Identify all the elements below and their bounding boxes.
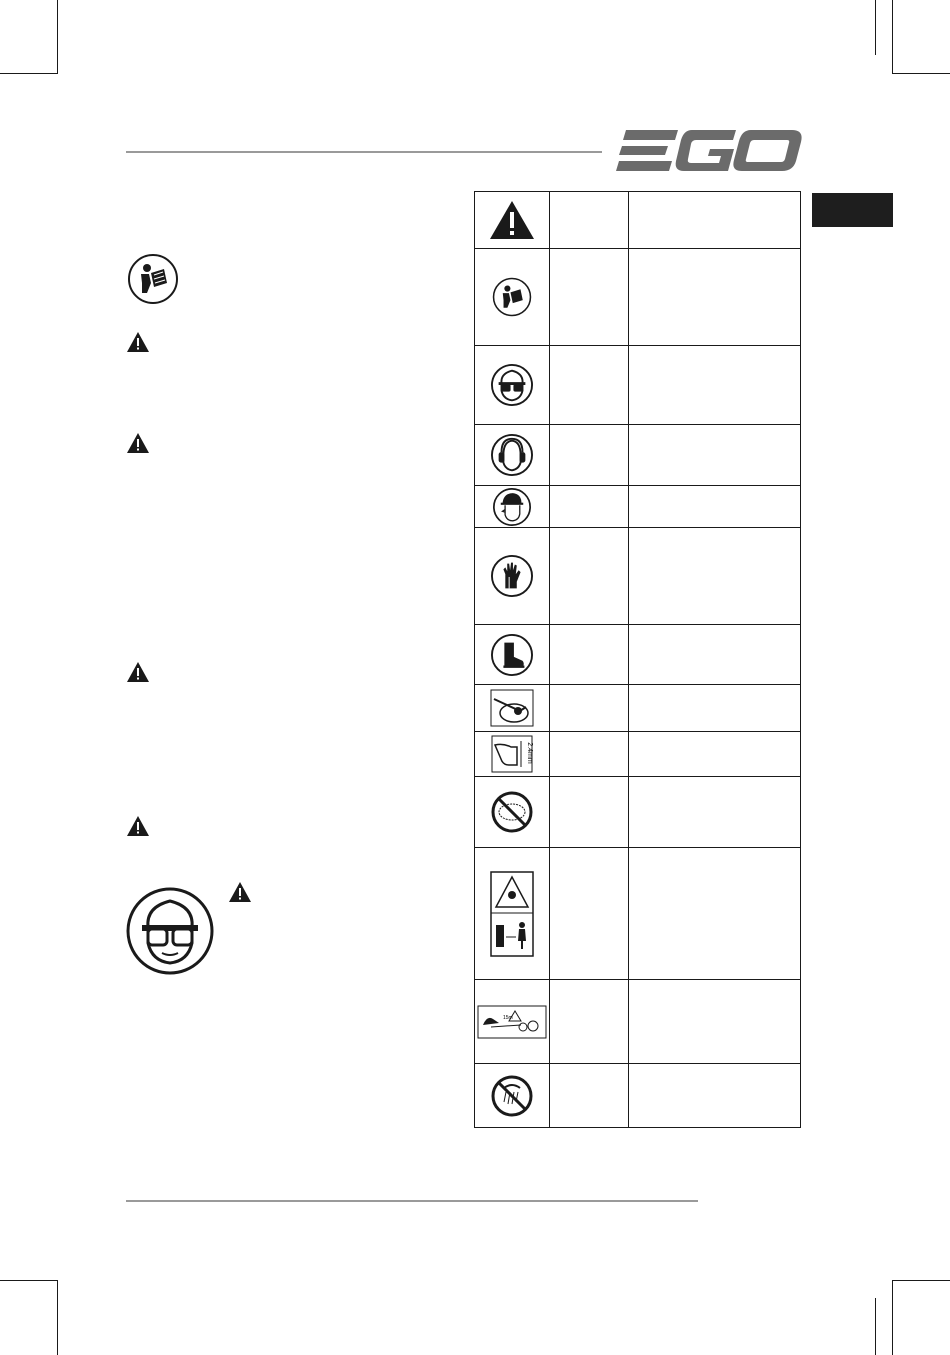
table-row: [475, 848, 801, 980]
symbol-description: [629, 192, 801, 249]
warning-triangle-icon: [126, 331, 150, 353]
symbol-description: [629, 1064, 801, 1128]
symbol-name: [550, 192, 629, 249]
crop-mark: [892, 1280, 893, 1355]
no-blade-icon: [490, 790, 534, 834]
head-protection-icon: [493, 488, 531, 526]
symbol-name: [550, 777, 629, 848]
thrown-objects-distance-icon: [490, 871, 534, 957]
symbol-description: [629, 425, 801, 486]
eye-protection-icon: [491, 364, 533, 406]
hearing-protection-icon: [491, 434, 533, 476]
table-row: [475, 685, 801, 732]
symbol-description: [629, 346, 801, 425]
symbol-description: [629, 685, 801, 732]
warning-triangle-icon: [126, 815, 150, 837]
table-row: [475, 486, 801, 528]
symbol-description: [629, 732, 801, 777]
symbol-name: [550, 848, 629, 980]
symbol-name: [550, 528, 629, 625]
crop-mark: [875, 0, 876, 55]
footer-rule: [126, 1200, 698, 1202]
warning-triangle-icon: [228, 881, 252, 903]
safety-alert-icon: [489, 199, 535, 241]
line-diameter-icon: [491, 735, 533, 773]
symbol-name: [550, 486, 629, 528]
symbol-description: [629, 848, 801, 980]
crop-mark: [57, 0, 58, 74]
symbol-name: [550, 685, 629, 732]
symbol-description: [629, 528, 801, 625]
symbol-name: [550, 980, 629, 1064]
table-row: [475, 528, 801, 625]
read-manual-icon: [127, 253, 179, 305]
header-rule: [126, 151, 602, 153]
table-row: [475, 777, 801, 848]
crop-mark: [0, 1280, 58, 1281]
symbol-description: [629, 249, 801, 346]
warning-triangle-icon: [126, 661, 150, 683]
symbol-description: [629, 625, 801, 685]
symbol-description: [629, 980, 801, 1064]
table-row: [475, 1064, 801, 1128]
crop-mark: [875, 1298, 876, 1355]
symbol-name: [550, 1064, 629, 1128]
table-row: [475, 425, 801, 486]
symbol-name: [550, 732, 629, 777]
symbol-description: [629, 777, 801, 848]
safety-glasses-icon: [126, 887, 214, 975]
symbol-name: [550, 249, 629, 346]
language-tab: [812, 193, 893, 227]
rotation-icon: [490, 689, 534, 727]
read-manual-icon: [492, 277, 532, 317]
distance-label: 15m: [503, 1014, 513, 1021]
table-row: [475, 732, 801, 777]
crop-mark: [892, 0, 893, 74]
table-row: [475, 346, 801, 425]
table-row: [475, 249, 801, 346]
symbol-description: [629, 486, 801, 528]
warning-triangle-icon: [126, 432, 150, 454]
no-rain-icon: [490, 1074, 534, 1118]
crop-mark: [0, 73, 58, 74]
keep-distance-icon: [477, 1005, 547, 1039]
table-row: [475, 192, 801, 249]
line-diameter-label: 2.4mm: [526, 742, 533, 764]
symbol-name: [550, 425, 629, 486]
table-row: [475, 980, 801, 1064]
symbol-name: [550, 346, 629, 425]
ego-logo: [616, 128, 802, 174]
boots-icon: [491, 634, 533, 676]
crop-mark: [892, 73, 950, 74]
crop-mark: [892, 1280, 950, 1281]
table-row: [475, 625, 801, 685]
crop-mark: [57, 1280, 58, 1355]
symbol-table: [474, 191, 801, 1128]
gloves-icon: [491, 555, 533, 597]
symbol-name: [550, 625, 629, 685]
